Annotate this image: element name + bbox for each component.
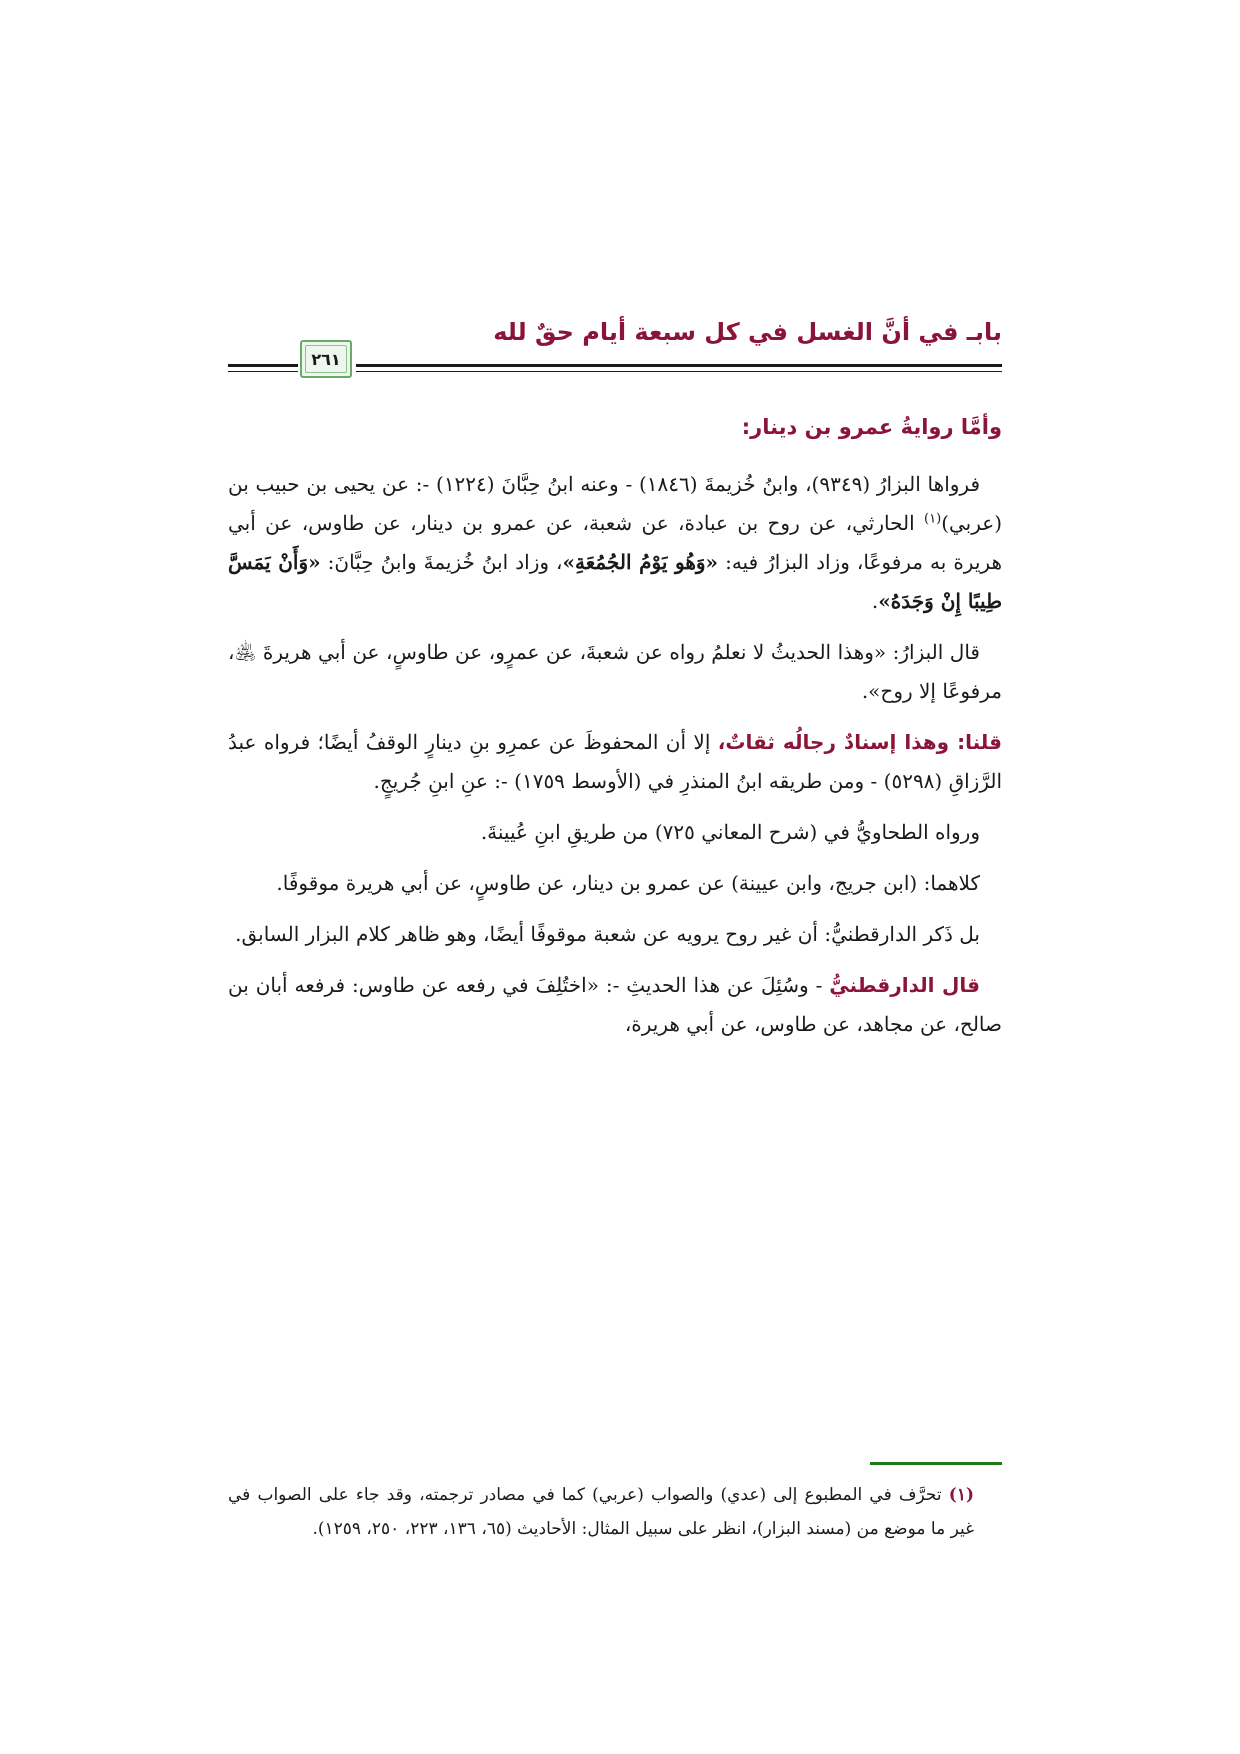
page-number-badge — [300, 340, 352, 378]
p1-text-4: . — [871, 589, 879, 613]
paragraph-7 — [228, 966, 1002, 1044]
section-heading: وأمَّا روايةُ عمرو بن دينار: — [741, 415, 1002, 439]
p3-text: إلا أن المحفوظَ عن عمرِو بنِ دينارٍ الوقفُ أيضًا؛ فرواه عبدُ الرَّزاقِ (٥٢٩٨) - ومن طريقه ابنُ المنذرِ في (الأوسط ١٧٥٩) -: عنِ ابنِ جُريجٍ. — [228, 730, 1002, 793]
paragraph-5: كلاهما: (ابن جريج، وابن عيينة) عن عمرو بن دينار، عن طاوسٍ، عن أبي هريرة موقوفًا. — [276, 871, 980, 895]
p3-lead: قلنا: وهذا إسنادٌ رجالُه ثقاتٌ، — [717, 730, 1003, 754]
p1-quote-2: «وَأَنْ يَمَسَّ طِيبًا إِنْ وَجَدَهُ» — [228, 550, 1002, 613]
header-rule-left — [228, 364, 298, 367]
footnote-separator — [870, 1462, 1002, 1465]
footnote-marker[interactable]: (١) — [924, 511, 942, 527]
paragraph-1 — [228, 465, 1002, 621]
main-text — [228, 408, 1002, 1056]
header-rule-right-thin — [356, 371, 1002, 372]
p1-text-3: ، وزاد ابنُ خُزيمةَ وابنُ حِبَّانَ: — [320, 550, 563, 574]
footnote-body — [228, 1478, 1002, 1546]
p7-lead: قال الدارقطنيُّ — [829, 973, 980, 997]
footnote-number: (١) — [948, 1485, 975, 1505]
page-header — [228, 318, 1002, 382]
paragraph-2: قال البزارُ: «وهذا الحديثُ لا نعلمُ رواه عن شعبةَ، عن عمرٍو، عن طاوسٍ، عن أبي هريرةَ ﵁، مرفوعًا إلا روح». — [228, 640, 1002, 703]
page-number: ٢٦١ — [311, 349, 341, 369]
running-title: بابـ في أنَّ الغسل في كل سبعة أيام حقٌ لله — [493, 318, 1002, 346]
paragraph-3 — [228, 723, 1002, 801]
paragraph-4: ورواه الطحاويُّ في (شرح المعاني ٧٢٥) من طريقِ ابنِ عُيينةَ. — [480, 820, 980, 844]
p7-text: - وسُئِلَ عن هذا الحديثِ -: «اختُلِفَ في رفعه عن طاوس: فرفعه أبان بن صالح، عن مجاهد، عن طاوس، عن أبي هريرة، — [228, 973, 1002, 1036]
footnote — [228, 1478, 1002, 1546]
p1-text-2: الحارثي، عن روح بن عبادة، عن شعبة، عن عمرو بن دينار، عن طاوس، عن أبي هريرة به مرفوعًا، وزاد البزارُ فيه: — [228, 511, 1002, 574]
paragraph-6: بل ذَكر الدارقطنيُّ: أن غير روح يرويه عن شعبة موقوفًا أيضًا، وهو ظاهر كلام البزار السابق. — [235, 922, 980, 946]
footnote-text: تحرَّف في المطبوع إلى (عدي) والصواب (عربي) كما في مصادر ترجمته، وقد جاء على الصواب في غير ما موضع من (مسند البزار)، انظر على سبيل المثال: الأحاديث (٦٥، ١٣٦، ٢٢٣، ٢٥٠، ١٢٥٩). — [228, 1485, 974, 1539]
p1-quote-1: «وَهُو يَوْمُ الجُمُعَةِ» — [562, 550, 719, 574]
p1-text: فرواها البزارُ (٩٣٤٩)، وابنُ خُزيمةَ (١٨٤٦) - وعنه ابنُ حِبَّانَ (١٢٢٤) -: عن يحيى بن حبيب بن (عربي) — [228, 472, 1002, 535]
header-rule-right — [356, 364, 1002, 367]
header-rule-left-thin — [228, 371, 298, 372]
